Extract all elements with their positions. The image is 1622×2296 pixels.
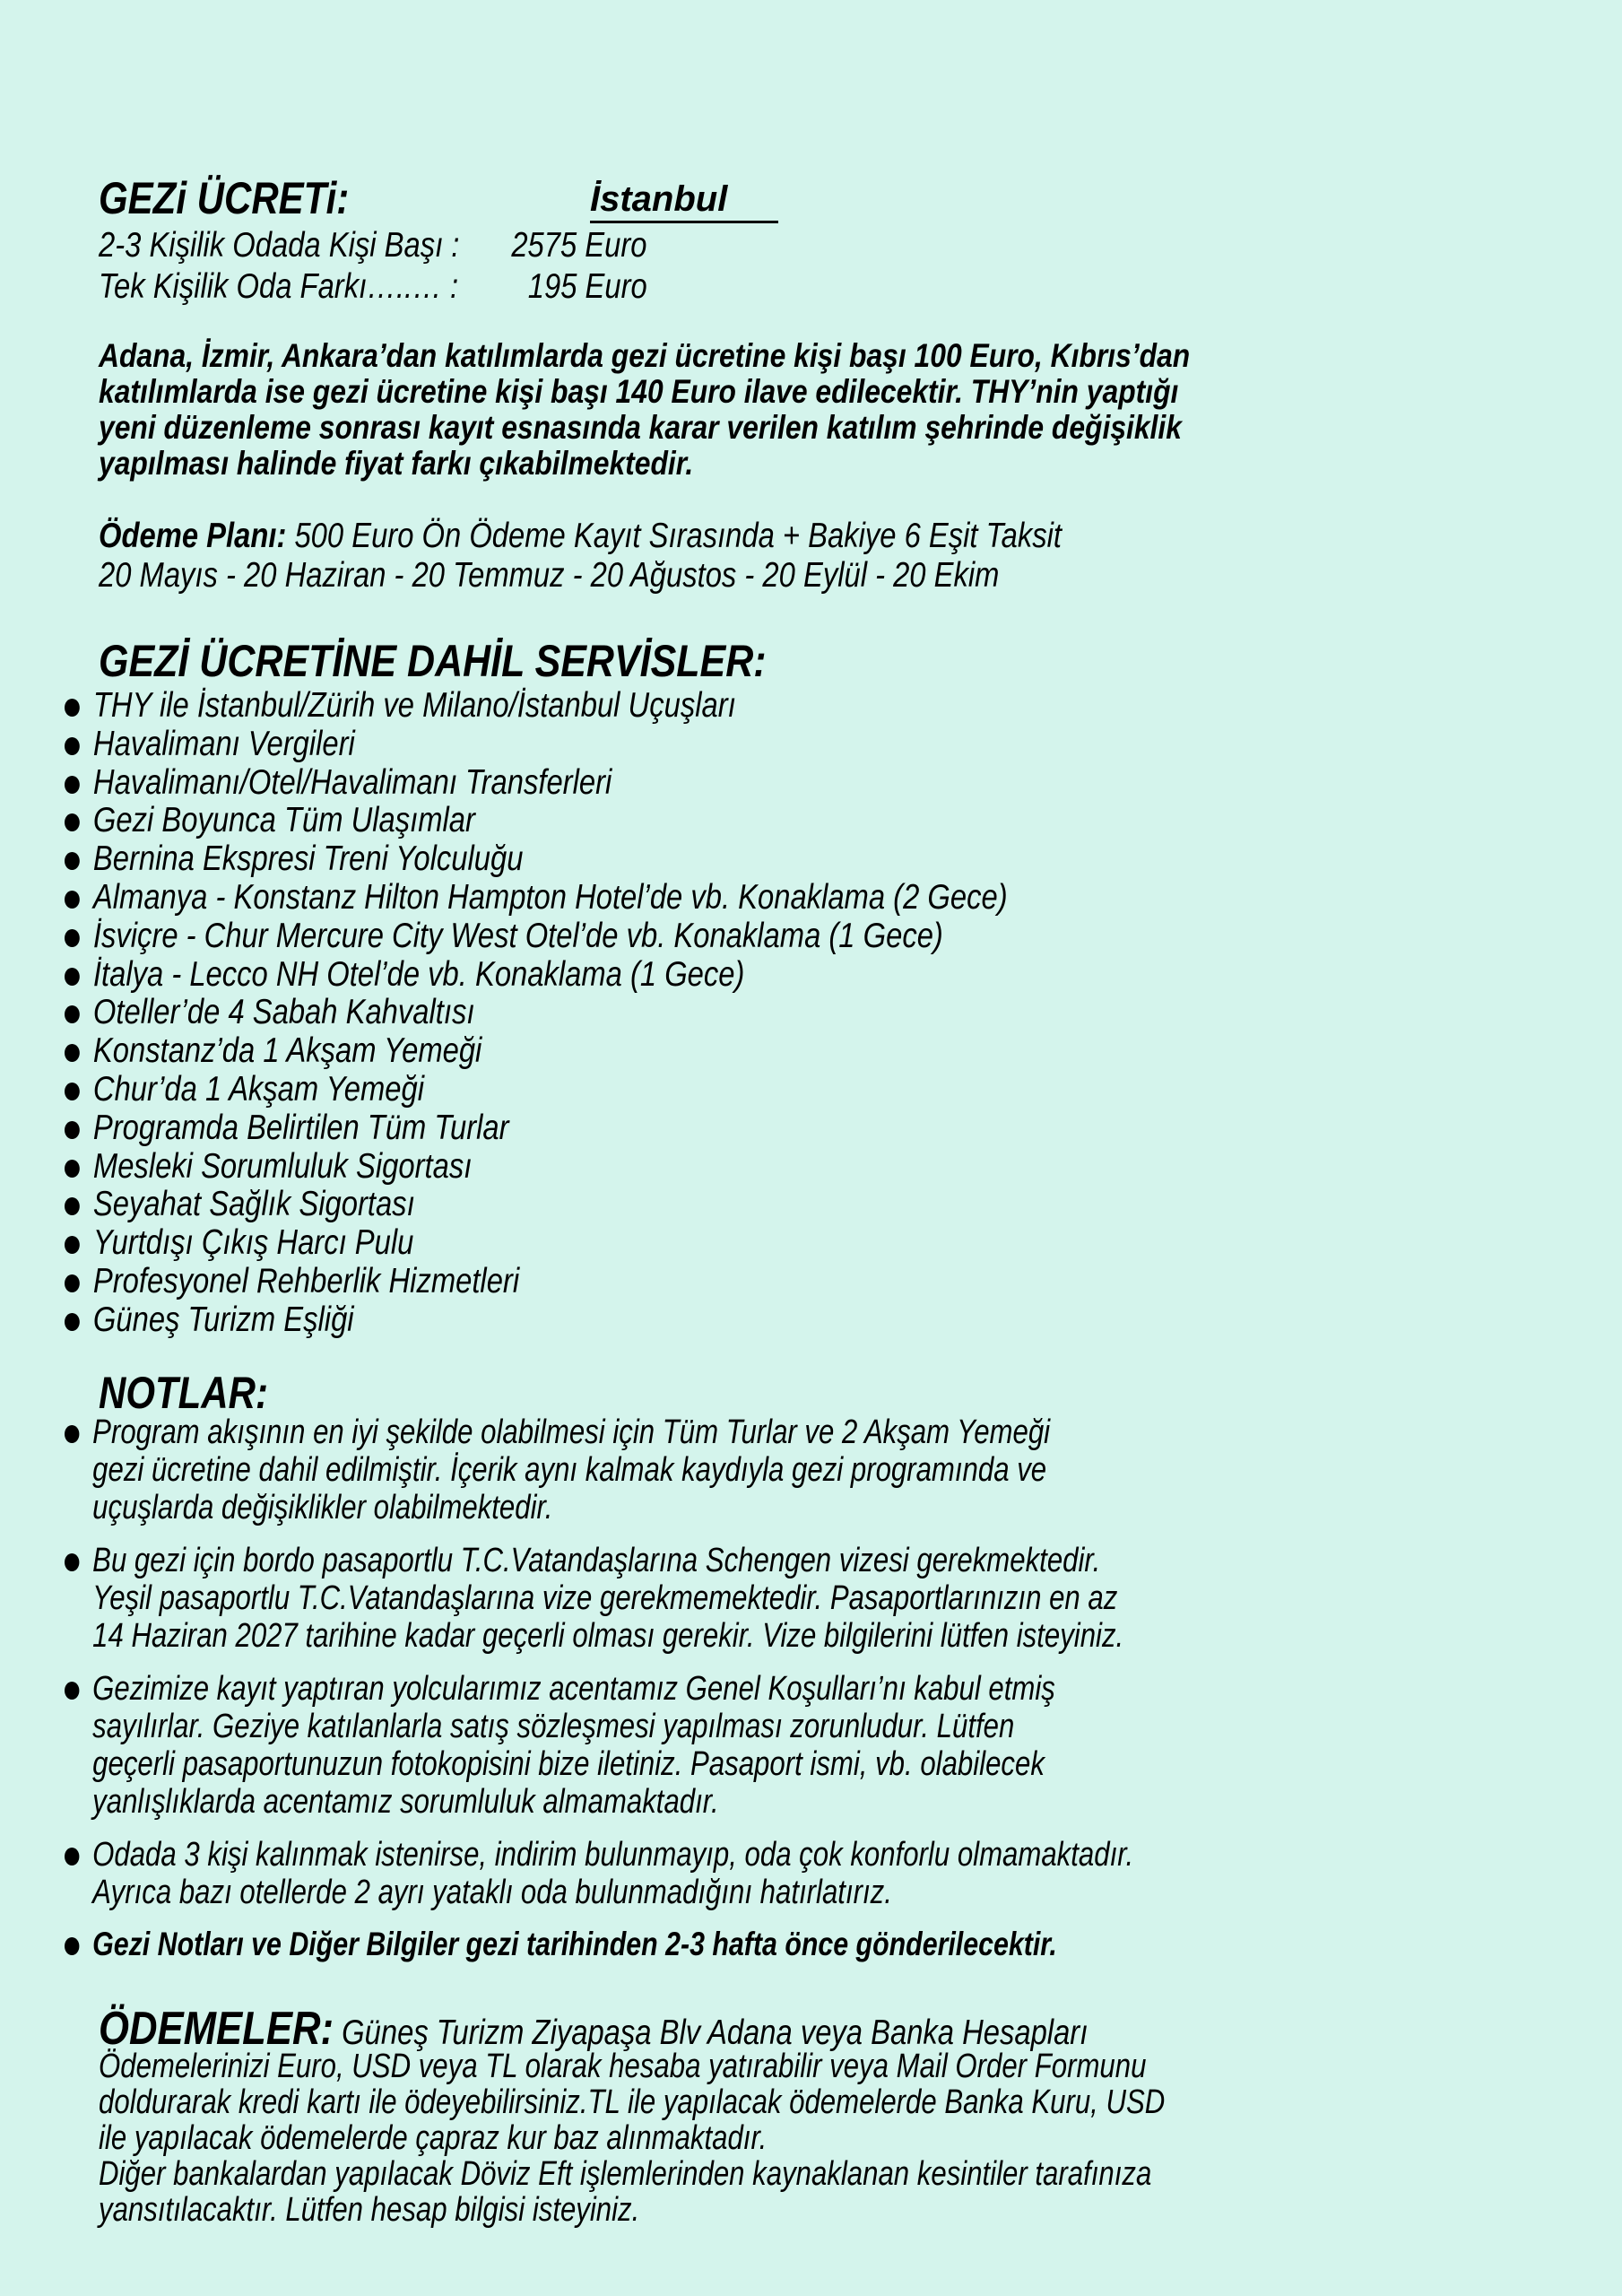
- list-item: [65, 802, 1008, 840]
- price-section-title: GEZi ÜCRETi:: [99, 173, 350, 223]
- service-text: Almanya - Konstanz Hilton Hampton Hotel’de vb. Konaklama (2 Gece): [92, 877, 1008, 917]
- service-text: Gezi Boyunca Tüm Ulaşımlar: [92, 801, 475, 840]
- service-text: Chur’da 1 Akşam Yemeği: [92, 1069, 424, 1109]
- service-text: Yurtdışı Çıkış Harcı Pulu: [92, 1223, 414, 1263]
- note-line: Yeşil pasaportlu T.C.Vatandaşlarına vize gerekmemektedir. Pasaportlarınızın en az: [92, 1579, 1118, 1617]
- note-line: Program akışının en iyi şekilde olabilmesi için Tüm Turlar ve 2 Akşam Yemeği: [92, 1413, 1051, 1451]
- list-item: [65, 726, 1008, 764]
- list-item: [65, 1263, 1008, 1301]
- service-text: Seyahat Sağlık Sigortası: [92, 1185, 415, 1224]
- note-line: gezi ücretine dahil edilmiştir. İçerik aynı kalmak kaydıyla gezi programında ve: [92, 1451, 1047, 1489]
- text-line: yapılması halinde fiyat farkı çıkabilmektedir.: [99, 445, 694, 482]
- bullet-icon: [65, 1236, 80, 1254]
- bullet-icon: [65, 929, 80, 947]
- list-item: [65, 1670, 1133, 1821]
- payments-section-title: ÖDEMELER:: [99, 2003, 334, 2055]
- list-item: [65, 1301, 1008, 1340]
- bullet-icon: [65, 968, 80, 986]
- bullet-icon: [65, 891, 80, 909]
- service-text: Mesleki Sorumluluk Sigortası: [92, 1146, 473, 1186]
- bullet-icon: [65, 776, 80, 794]
- list-item: [65, 1836, 1133, 1911]
- payment-plan-dates: 20 Mayıs - 20 Haziran - 20 Temmuz - 20 Ağustos - 20 Eylül - 20 Ekim: [99, 556, 1000, 595]
- bullet-icon: [65, 1274, 80, 1292]
- payment-plan-label: Ödeme Planı:: [99, 517, 287, 555]
- list-item: [65, 879, 1008, 918]
- bullet-icon: [65, 1553, 79, 1571]
- price-value: 195 Euro: [527, 267, 647, 306]
- service-text: İtalya - Lecco NH Otel’de vb. Konaklama (1 Gece): [92, 954, 745, 994]
- list-item: [65, 956, 1008, 995]
- notes-section-title: NOTLAR:: [99, 1368, 268, 1418]
- list-item: [65, 1542, 1133, 1655]
- list-item: [65, 994, 1008, 1032]
- city-underline: [590, 221, 778, 223]
- departure-surcharge-note: [99, 338, 1379, 482]
- bullet-icon: [65, 1425, 79, 1443]
- services-section-title: GEZİ ÜCRETİNE DAHİL SERVİSLER:: [99, 636, 767, 686]
- note-line: geçerli pasaportunuzun fotokopisini bize iletiniz. Pasaport ismi, vb. olabilecek: [92, 1745, 1045, 1783]
- services-list: [65, 687, 1008, 1340]
- text-line: katılımlarda ise gezi ücretine kişi başı 140 Euro ilave edilecektir. THY’nin yaptığı: [99, 373, 1179, 410]
- note-line: Bu gezi için bordo pasaportlu T.C.Vatandaşlarına Schengen vizesi gerekmektedir.: [92, 1542, 1101, 1579]
- bullet-icon: [65, 699, 80, 717]
- payments-body: [99, 2048, 1165, 2228]
- note-line: sayılırlar. Geziye katılanlarla satış sözleşmesi yapılması zorunludur. Lütfen: [92, 1708, 1015, 1745]
- price-value: 2575 Euro: [511, 226, 647, 265]
- list-item: [65, 764, 1008, 803]
- notes-list: [65, 1413, 1133, 1963]
- list-item: [65, 1109, 1008, 1148]
- bullet-icon: [65, 1313, 80, 1331]
- bullet-icon: [65, 1160, 80, 1178]
- note-line: yanlışlıklarda acentamız sorumluluk almamaktadır.: [92, 1783, 719, 1821]
- service-text: Havalimanı/Otel/Havalimanı Transferleri: [92, 762, 612, 802]
- service-text: Oteller’de 4 Sabah Kahvaltısı: [92, 993, 475, 1032]
- price-row-double-room: [99, 228, 647, 263]
- service-text: İsviçre - Chur Mercure City West Otel’de vb. Konaklama (1 Gece): [92, 916, 943, 955]
- list-item: [65, 1926, 1133, 1963]
- bullet-icon: [65, 1682, 79, 1700]
- payments-line: Diğer bankalardan yapılacak Döviz Eft işlemlerinden kaynaklanan kesintiler tarafınıza: [99, 2155, 1152, 2193]
- payments-line: doldurarak kredi kartı ile ödeyebilirsiniz.TL ile yapılacak ödemelerde Banka Kuru, USD: [99, 2083, 1166, 2121]
- note-line: Gezimize kayıt yaptıran yolcularımız acentamız Genel Koşulları’nı kabul etmiş: [92, 1670, 1055, 1708]
- price-row-single-supplement: [99, 269, 647, 304]
- note-line: uçuşlarda değişiklikler olabilmektedir.: [92, 1489, 553, 1526]
- bullet-icon: [65, 1121, 80, 1139]
- payments-subtitle: Güneş Turizm Ziyapaşa Blv Adana veya Banka Hesapları: [334, 2013, 1089, 2052]
- note-line: Ayrıca bazı otellerde 2 ayrı yataklı oda bulunmadığını hatırlatırız.: [92, 1874, 892, 1911]
- text-line: Adana, İzmir, Ankara’dan katılımlarda gezi ücretine kişi başı 100 Euro, Kıbrıs’dan: [99, 337, 1191, 374]
- list-item: [65, 1224, 1008, 1263]
- bullet-icon: [65, 1083, 80, 1100]
- list-item: [65, 1413, 1133, 1526]
- bullet-icon: [65, 852, 80, 870]
- list-item: [65, 1032, 1008, 1071]
- bullet-icon: [65, 1848, 79, 1866]
- list-item: [65, 1071, 1008, 1109]
- bullet-icon: [65, 737, 80, 755]
- price-label: 2-3 Kişilik Odada Kişi Başı :: [99, 226, 460, 265]
- service-text: THY ile İstanbul/Zürih ve Milano/İstanbul Uçuşları: [92, 686, 736, 725]
- payment-plan: [99, 518, 1062, 553]
- service-text: Güneş Turizm Eşliği: [92, 1300, 354, 1339]
- service-text: Profesyonel Rehberlik Hizmetleri: [92, 1261, 520, 1300]
- note-line: 14 Haziran 2027 tarihine kadar geçerli olması gerekir. Vize bilgilerini lütfen isteyiniz.: [92, 1617, 1124, 1655]
- bullet-icon: [65, 1044, 80, 1062]
- bullet-icon: [65, 813, 80, 831]
- service-text: Havalimanı Vergileri: [92, 724, 355, 763]
- service-text: Programda Belirtilen Tüm Turlar: [92, 1108, 509, 1147]
- note-line: Odada 3 kişi kalınmak istenirse, indirim bulunmayıp, oda çok konforlu olmamaktadır.: [92, 1836, 1134, 1874]
- payments-line: ile yapılacak ödemelerde çapraz kur baz alınmaktadır.: [99, 2119, 768, 2157]
- price-label: Tek Kişilik Oda Farkı…..… :: [99, 267, 459, 306]
- bullet-icon: [65, 1197, 80, 1215]
- list-item: [65, 840, 1008, 879]
- departure-city: İstanbul: [590, 179, 728, 219]
- list-item: [65, 1148, 1008, 1187]
- note-line: Gezi Notları ve Diğer Bilgiler gezi tarihinden 2-3 hafta önce gönderilecektir.: [92, 1926, 1057, 1962]
- text-line: yeni düzenleme sonrası kayıt esnasında karar verilen katılım şehrinde değişiklik: [99, 409, 1182, 446]
- service-text: Konstanz’da 1 Akşam Yemeği: [92, 1031, 482, 1071]
- list-item: [65, 918, 1008, 956]
- list-item: [65, 1186, 1008, 1224]
- bullet-icon: [65, 1005, 80, 1023]
- bullet-icon: [65, 1937, 79, 1955]
- payment-plan-text: 500 Euro Ön Ödeme Kayıt Sırasında + Bakiye 6 Eşit Taksit: [286, 517, 1063, 555]
- service-text: Bernina Ekspresi Treni Yolculuğu: [92, 839, 524, 879]
- payments-line: Ödemelerinizi Euro, USD veya TL olarak hesaba yatırabilir veya Mail Order Formunu: [99, 2048, 1147, 2085]
- list-item: [65, 687, 1008, 726]
- payments-line: yansıtılacaktır. Lütfen hesap bilgisi isteyiniz.: [99, 2191, 640, 2229]
